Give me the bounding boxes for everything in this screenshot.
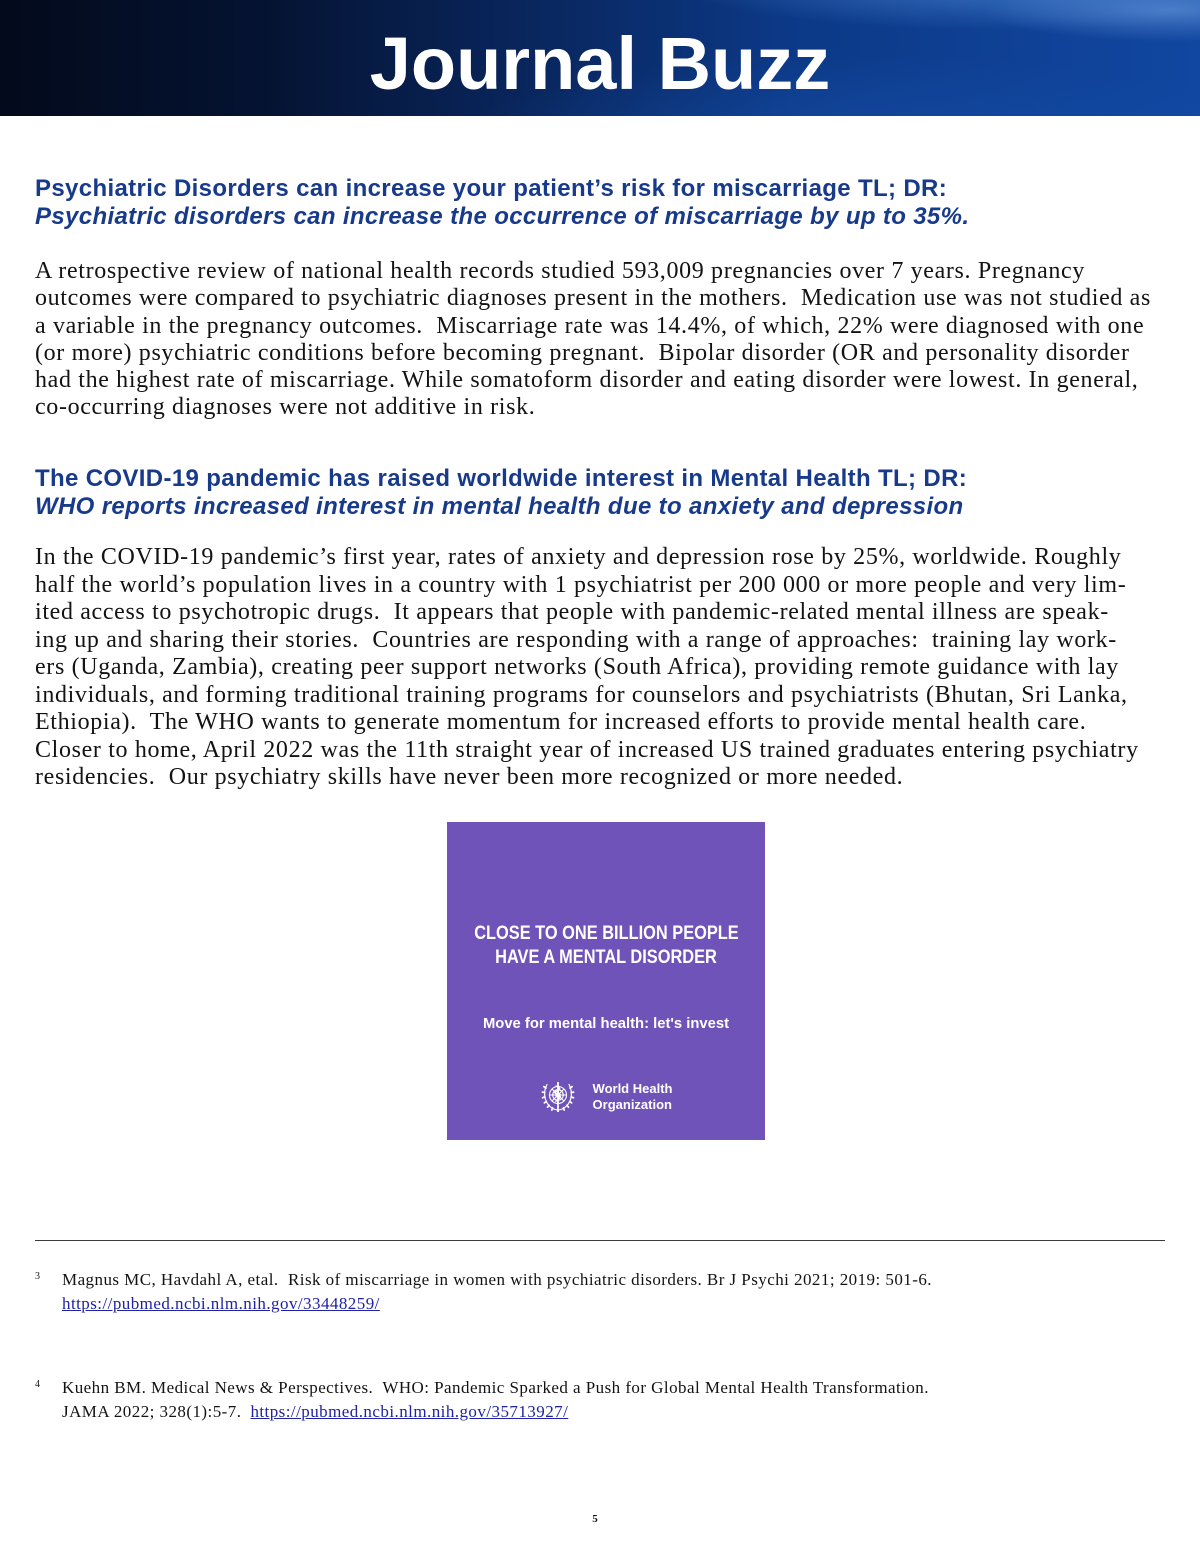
who-logo-text-line: Organization: [592, 1097, 672, 1112]
who-logo-text-line: World Health: [592, 1081, 673, 1096]
page-number: 5: [592, 1513, 598, 1525]
article-miscarriage-risk-heading: [35, 175, 969, 231]
body-line: In the COVID-19 pandemic’s first year, rates of anxiety and depression rose by 25%, worldwide. Roughly: [35, 544, 1122, 570]
body-line: Closer to home, April 2022 was the 11th straight year of increased US trained graduates entering psychiatry: [35, 736, 1139, 763]
footnote-link[interactable]: https://pubmed.ncbi.nlm.nih.gov/33448259/: [62, 1294, 380, 1313]
poster-headline-text: CLOSE TO ONE BILLION PEOPLE: [473, 922, 739, 944]
footnote-text: Magnus MC, Havdahl A, etal. Risk of miscarriage in women with psychiatric disorders. Br J Psychi 2021; 2019: 501-6.: [62, 1270, 932, 1289]
poster-headline-text: HAVE A MENTAL DISORDER: [495, 946, 717, 968]
body-line: outcomes were compared to psychiatric diagnoses present in the mothers. Medication use was not studied as: [35, 285, 1151, 312]
who-emblem-icon: [540, 1079, 576, 1115]
header-banner: [0, 0, 1200, 116]
poster-headline-line-2: [447, 945, 765, 969]
who-logo: [447, 1079, 765, 1115]
article-covid-mental-health-body: [35, 544, 1139, 792]
body-line: co-occurring diagnoses were not additive in risk.: [35, 394, 536, 421]
body-line: (or more) psychiatric conditions before becoming pregnant. Bipolar disorder (OR and personality disorder: [35, 339, 1130, 366]
body-line: ited access to psychotropic drugs. It appears that people with pandemic-related mental illness are speak-: [35, 599, 1109, 625]
page-title: Journal Buzz: [369, 22, 831, 105]
body-line: A retrospective review of national health records studied 593,009 pregnancies over 7 years. Pregnancy: [35, 258, 1085, 284]
footnote-text: JAMA 2022; 328(1):5-7.: [62, 1402, 242, 1421]
article-heading: Psychiatric Disorders can increase your patient’s risk for miscarriage TL; DR:: [35, 175, 948, 202]
body-line: individuals, and forming traditional training programs for counselors and psychiatrists (Bhutan, Sri Lanka,: [35, 681, 1128, 708]
body-line: a variable in the pregnancy outcomes. Miscarriage rate was 14.4%, of which, 22% were diagnosed with one: [35, 312, 1145, 339]
article-tldr: Psychiatric disorders can increase the occurrence of miscarriage by up to 35%.: [35, 203, 970, 230]
footnote-number: 4: [35, 1379, 40, 1390]
who-poster-image: [447, 822, 765, 1140]
article-heading: The COVID-19 pandemic has raised worldwide interest in Mental Health TL; DR:: [35, 465, 968, 492]
footnote-number: 3: [35, 1271, 40, 1282]
footnote-3: [62, 1268, 932, 1316]
who-logo-text: [593, 1081, 673, 1113]
poster-headline-line-1: [447, 921, 765, 945]
footnote-link-line: [62, 1292, 932, 1316]
footnote-text: Kuehn BM. Medical News & Perspectives. WHO: Pandemic Sparked a Push for Global Mental Health Transformation.: [62, 1378, 929, 1397]
article-miscarriage-risk-body: [35, 258, 1151, 422]
footnote-divider: [35, 1240, 1165, 1241]
article-tldr: WHO reports increased interest in mental health due to anxiety and depression: [35, 493, 964, 520]
body-line: had the highest rate of miscarriage. While somatoform disorder and eating disorder were lowest. In general,: [35, 367, 1139, 394]
article-covid-mental-health-heading: [35, 465, 967, 521]
body-line: ers (Uganda, Zambia), creating peer support networks (South Africa), providing remote guidance with lay: [35, 654, 1119, 680]
footnote-link-line: [62, 1400, 929, 1424]
body-line: ing up and sharing their stories. Countries are responding with a range of approaches: training lay work-: [35, 626, 1117, 653]
footnote-link[interactable]: https://pubmed.ncbi.nlm.nih.gov/35713927/: [250, 1402, 569, 1421]
footnote-4: [62, 1376, 929, 1424]
body-line: Ethiopia). The WHO wants to generate momentum for increased efforts to provide mental health care.: [35, 709, 1087, 735]
poster-tagline: Move for mental health: let's invest: [482, 1016, 730, 1032]
body-line: half the world’s population lives in a country with 1 psychiatrist per 200 000 or more people and very lim-: [35, 571, 1127, 598]
body-line: residencies. Our psychiatry skills have never been more recognized or more needed.: [35, 764, 904, 790]
